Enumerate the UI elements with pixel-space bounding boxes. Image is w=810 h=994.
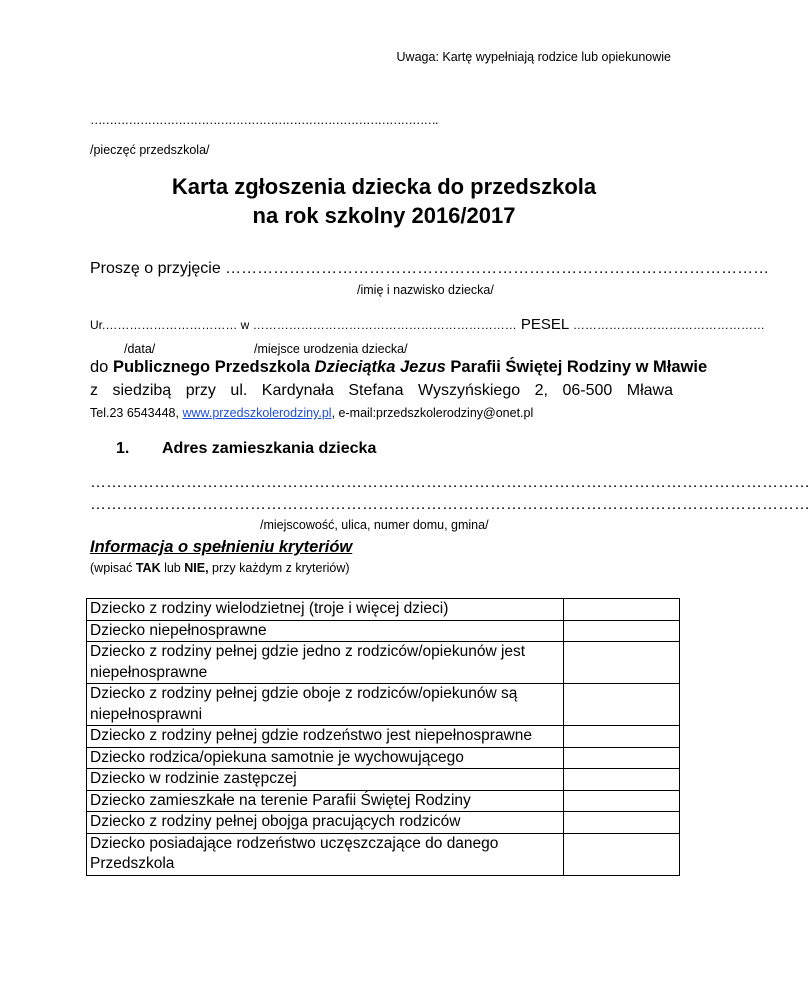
form-title-line2: na rok szkolny 2016/2017 xyxy=(252,203,516,228)
section1-heading: Adres zamieszkania dziecka xyxy=(162,440,377,457)
instr-prefix: (wpisać xyxy=(90,561,136,575)
criteria-row xyxy=(87,790,680,812)
birth-place-dots: ………………………………………………………… xyxy=(252,318,517,332)
criteria-answer-cell[interactable] xyxy=(564,812,680,834)
school-email: , e-mail:przedszkolerodziny@onet.pl xyxy=(331,406,534,420)
criteria-answer-cell[interactable] xyxy=(564,726,680,748)
criteria-label: Dziecko z rodziny pełnej obojga pracujących rodziców xyxy=(87,812,564,834)
address-caption: /miejscowość, ulica, numer domu, gmina/ xyxy=(260,518,489,532)
instr-suffix: przy każdym z kryteriów) xyxy=(208,561,350,575)
criteria-label: Dziecko posiadające rodzeństwo uczęszczające do danego Przedszkola xyxy=(87,833,564,875)
school-address: z siedzibą przy ul. Kardynała Stefana Wyszyńskiego 2, 06-500 Mława xyxy=(90,382,673,399)
criteria-row xyxy=(87,599,680,621)
criteria-row xyxy=(87,812,680,834)
criteria-answer-cell[interactable] xyxy=(564,684,680,726)
birth-date-dots: …………………………… xyxy=(105,318,238,332)
criteria-answer-cell[interactable] xyxy=(564,620,680,642)
school-contact xyxy=(90,406,533,420)
school-website-link[interactable]: www.przedszkolerodziny.pl xyxy=(182,406,332,420)
w-label: w xyxy=(237,318,253,332)
request-line: Proszę o przyjęcie ………………………………………………………………………………………… xyxy=(90,260,770,277)
address-dots-line1: ……………………………………………………………………………………………………………………… xyxy=(90,474,810,491)
form-title-line1: Karta zgłoszenia dziecka do przedszkola xyxy=(171,174,597,199)
criteria-label: Dziecko niepełnosprawne xyxy=(87,620,564,642)
criteria-label: Dziecko z rodziny wielodzietnej (troje i więcej dzieci) xyxy=(87,599,564,621)
criteria-table xyxy=(86,598,680,876)
criteria-label: Dziecko w rodzinie zastępczej xyxy=(87,769,564,791)
section1-number: 1. xyxy=(116,440,130,457)
criteria-row xyxy=(87,684,680,726)
criteria-answer-cell[interactable] xyxy=(564,790,680,812)
criteria-answer-cell[interactable] xyxy=(564,642,680,684)
criteria-answer-cell[interactable] xyxy=(564,833,680,875)
criteria-label: Dziecko zamieszkałe na terenie Parafii Świętej Rodziny xyxy=(87,790,564,812)
pesel-label: PESEL xyxy=(516,316,573,333)
criteria-row xyxy=(87,726,680,748)
school-tel: Tel.23 6543448, xyxy=(90,406,183,420)
instr-nie: NIE, xyxy=(184,561,209,575)
school-prefix: do xyxy=(90,358,113,376)
birth-date-caption: /data/ xyxy=(124,342,156,356)
criteria-label: Dziecko z rodziny pełnej gdzie oboje z rodziców/opiekunów są niepełnosprawni xyxy=(87,684,564,726)
header-note: Uwaga: Kartę wypełniają rodzice lub opiekunowie xyxy=(396,50,671,64)
criteria-row xyxy=(87,620,680,642)
school-name-rest: Parafii Świętej Rodziny w Mławie xyxy=(445,358,708,376)
instr-mid: lub xyxy=(160,561,185,575)
stamp-caption: /pieczęć przedszkola/ xyxy=(90,143,210,157)
criteria-answer-cell[interactable] xyxy=(564,769,680,791)
instr-tak: TAK xyxy=(135,561,161,575)
address-dots-line2: ……………………………………………………………………………………………………………………… xyxy=(90,496,810,513)
criteria-row xyxy=(87,747,680,769)
criteria-answer-cell[interactable] xyxy=(564,599,680,621)
criteria-label: Dziecko rodzica/opiekuna samotnie je wychowującego xyxy=(87,747,564,769)
ur-label: Ur. xyxy=(90,318,106,332)
school-name-bold: Publicznego Przedszkola xyxy=(112,358,315,376)
criteria-label: Dziecko z rodziny pełnej gdzie rodzeństwo jest niepełnosprawne xyxy=(87,726,564,748)
criteria-heading: Informacja o spełnieniu kryteriów xyxy=(90,538,353,556)
criteria-row xyxy=(87,642,680,684)
school-name-italic: Dzieciątka Jezus xyxy=(314,358,446,376)
pesel-dots: ………………………………………… xyxy=(572,318,765,332)
criteria-label: Dziecko z rodziny pełnej gdzie jedno z rodziców/opiekunów jest niepełnosprawne xyxy=(87,642,564,684)
criteria-row xyxy=(87,833,680,875)
child-name-caption: /imię i nazwisko dziecka/ xyxy=(357,283,494,297)
school-name xyxy=(90,358,707,377)
birth-place-caption: /miejsce urodzenia dziecka/ xyxy=(254,342,408,356)
criteria-instruction xyxy=(90,561,350,575)
criteria-row xyxy=(87,769,680,791)
criteria-answer-cell[interactable] xyxy=(564,747,680,769)
stamp-line: ………………………………………………………………………………. xyxy=(90,113,438,127)
birth-line xyxy=(90,316,765,333)
